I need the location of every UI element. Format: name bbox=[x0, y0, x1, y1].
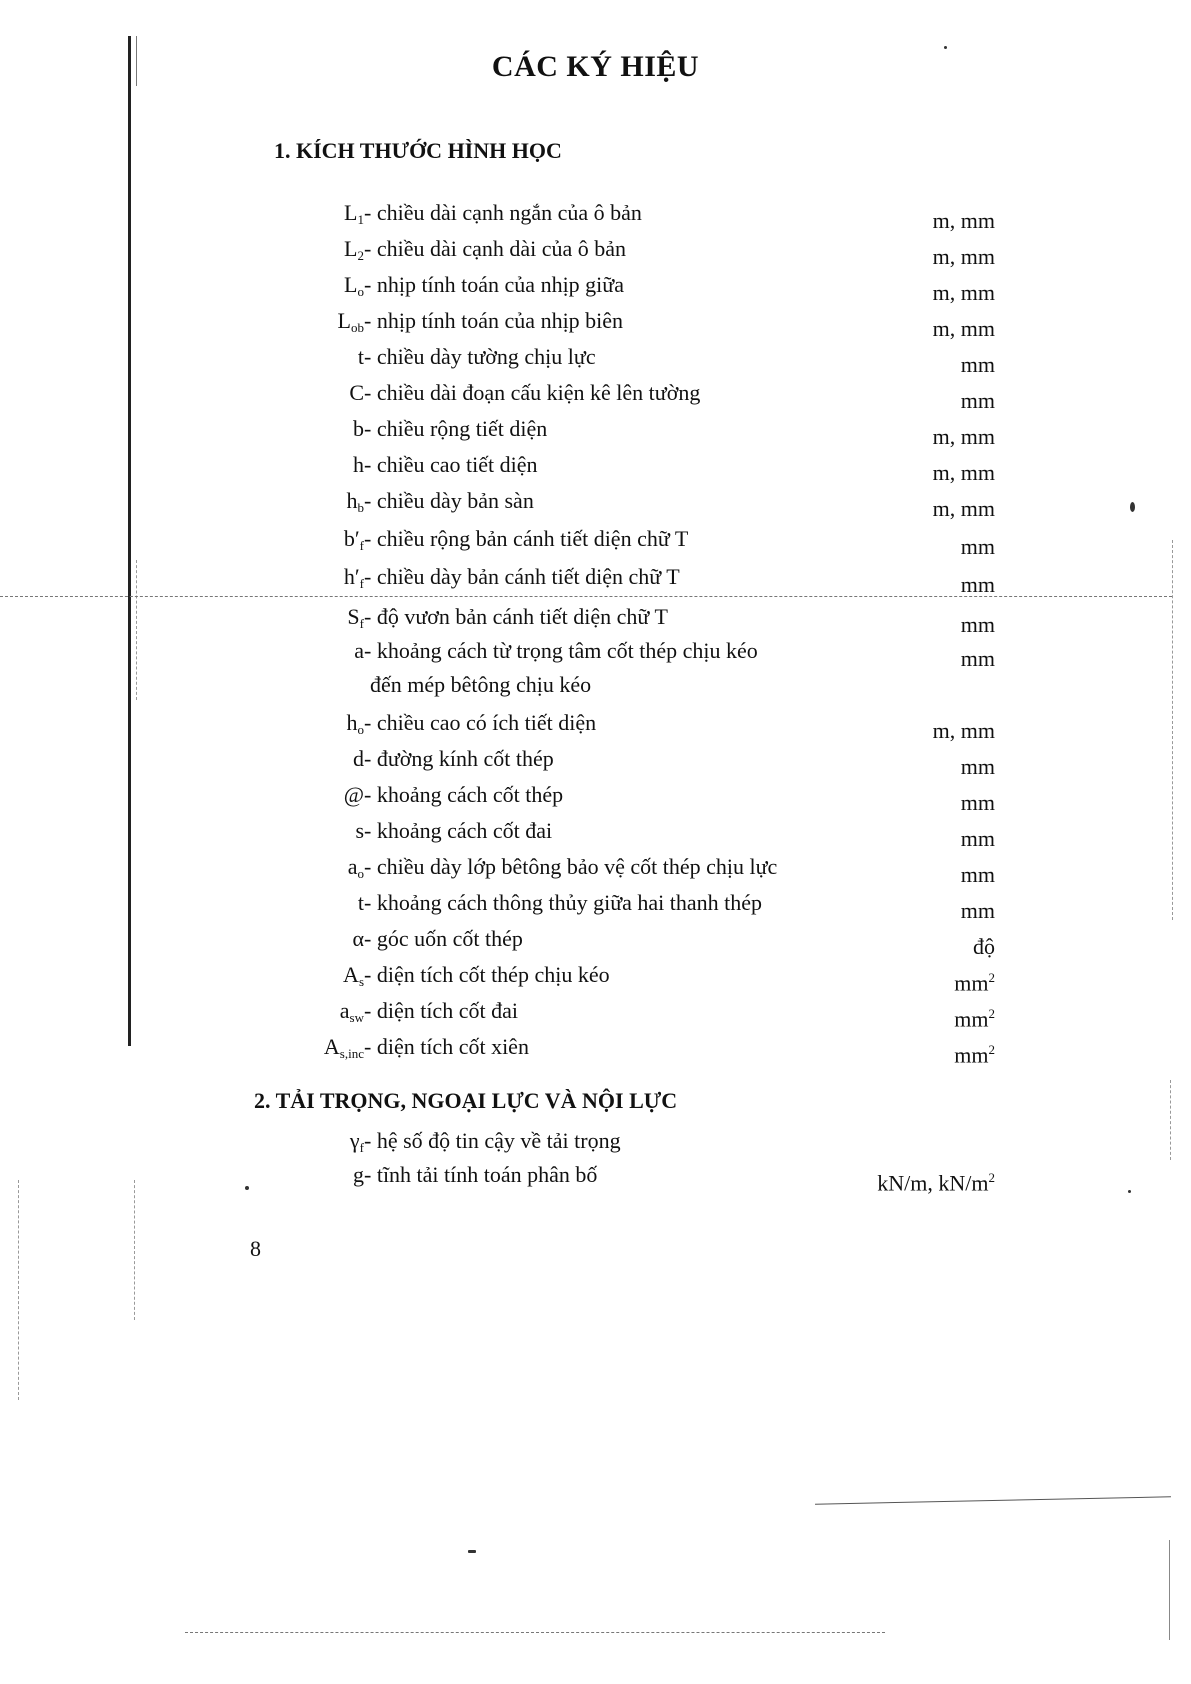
list-item bbox=[0, 746, 1191, 779]
description-text: chiều cao có ích tiết diện bbox=[376, 710, 597, 735]
separator: - bbox=[364, 854, 372, 879]
symbol bbox=[355, 818, 364, 844]
symbol bbox=[340, 998, 364, 1026]
separator: - bbox=[364, 638, 372, 663]
unit bbox=[933, 460, 995, 486]
separator: - bbox=[364, 1162, 372, 1187]
list-item bbox=[0, 710, 1191, 743]
list-item bbox=[0, 564, 1191, 597]
description bbox=[364, 488, 534, 514]
description-text: nhịp tính toán của nhịp biên bbox=[376, 308, 624, 333]
description-text: khoảng cách thông thủy giữa hai thanh thép bbox=[376, 890, 763, 915]
symbol-letter: h bbox=[353, 452, 364, 477]
description-text: đường kính cốt thép bbox=[376, 746, 554, 771]
symbol-letter: b′ bbox=[343, 526, 360, 551]
unit bbox=[961, 826, 995, 852]
scan-edge-mark bbox=[134, 1180, 135, 1320]
separator: - bbox=[364, 272, 372, 297]
description-text: chiều rộng tiết diện bbox=[376, 416, 548, 441]
unit bbox=[961, 388, 995, 414]
unit bbox=[961, 898, 995, 924]
separator: - bbox=[364, 236, 372, 261]
separator: - bbox=[364, 564, 372, 589]
symbol-subscript: 1 bbox=[357, 212, 364, 227]
separator: - bbox=[364, 344, 372, 369]
description bbox=[364, 1162, 597, 1188]
description-text: diện tích cốt đai bbox=[376, 998, 518, 1023]
separator: - bbox=[364, 416, 372, 441]
description bbox=[364, 526, 688, 552]
unit-text: mm bbox=[954, 1006, 989, 1032]
description bbox=[364, 998, 518, 1024]
symbol-subscript: f bbox=[359, 616, 364, 631]
symbol-subscript: 2 bbox=[357, 248, 364, 263]
unit-text: mm bbox=[954, 1042, 989, 1068]
list-item bbox=[0, 926, 1191, 959]
description bbox=[364, 452, 537, 478]
description-text: chiều dài cạnh ngắn của ô bản bbox=[376, 200, 642, 225]
list-item bbox=[0, 782, 1191, 815]
symbol-letter: γ bbox=[349, 1128, 360, 1153]
symbol bbox=[343, 962, 364, 990]
separator: - bbox=[364, 526, 372, 551]
description bbox=[364, 1034, 529, 1060]
description-text: chiều cao tiết diện bbox=[376, 452, 538, 477]
scan-speck bbox=[944, 46, 947, 49]
unit bbox=[954, 1042, 995, 1068]
description-text: khoảng cách cốt đai bbox=[376, 818, 553, 843]
description-text: diện tích cốt thép chịu kéo bbox=[376, 962, 610, 987]
unit-text: m, mm bbox=[932, 718, 995, 743]
unit bbox=[933, 208, 995, 234]
symbol-letter: α bbox=[352, 926, 364, 951]
unit-text: mm bbox=[960, 862, 995, 887]
description bbox=[364, 710, 596, 736]
description bbox=[364, 638, 758, 664]
symbol-subscript: o bbox=[357, 866, 364, 881]
unit-text: m, mm bbox=[932, 280, 995, 305]
unit-text: mm bbox=[954, 970, 989, 996]
unit-text: m, mm bbox=[932, 208, 995, 233]
list-item bbox=[0, 272, 1191, 305]
description-text: chiều dài đoạn cấu kiện kê lên tường bbox=[376, 380, 701, 405]
symbol-letter: L bbox=[344, 236, 358, 261]
list-item bbox=[0, 344, 1191, 377]
description bbox=[364, 854, 777, 880]
symbol-subscript: ob bbox=[351, 320, 364, 335]
symbol bbox=[344, 782, 364, 808]
symbol-letter: b bbox=[353, 416, 364, 441]
unit-text: mm bbox=[960, 534, 995, 559]
unit bbox=[961, 754, 995, 780]
separator: - bbox=[364, 308, 372, 333]
symbol bbox=[350, 1128, 364, 1156]
unit bbox=[961, 352, 995, 378]
unit-text: mm bbox=[960, 754, 995, 779]
symbol-letter: h bbox=[346, 488, 358, 513]
unit bbox=[961, 572, 995, 598]
unit bbox=[933, 496, 995, 522]
unit bbox=[961, 534, 995, 560]
list-item bbox=[0, 526, 1191, 559]
symbol bbox=[344, 526, 364, 554]
separator: - bbox=[364, 710, 372, 735]
description-text: khoảng cách từ trọng tâm cốt thép chịu kéo bbox=[376, 638, 758, 663]
separator: - bbox=[364, 818, 372, 843]
unit-superscript: 2 bbox=[988, 970, 995, 985]
list-item bbox=[0, 818, 1191, 851]
description-text: diện tích cốt xiên bbox=[376, 1034, 529, 1059]
list-item bbox=[0, 638, 1191, 697]
description bbox=[364, 344, 596, 370]
unit-text: m, mm bbox=[932, 496, 995, 521]
description-text: tĩnh tải tính toán phân bố bbox=[376, 1162, 598, 1187]
symbol-subscript: f bbox=[359, 538, 364, 553]
list-item bbox=[0, 854, 1191, 887]
symbol-subscript: s,inc bbox=[339, 1046, 364, 1061]
symbol-subscript: f bbox=[359, 1140, 364, 1155]
description bbox=[364, 926, 523, 952]
unit-text: kN/m, kN/m bbox=[877, 1170, 989, 1196]
unit bbox=[961, 862, 995, 888]
description bbox=[364, 782, 563, 808]
symbol-letter: g bbox=[353, 1162, 364, 1187]
symbol-letter: a bbox=[339, 998, 350, 1023]
symbol bbox=[347, 488, 365, 516]
separator: - bbox=[364, 890, 372, 915]
description-text: hệ số độ tin cậy về tải trọng bbox=[376, 1128, 621, 1153]
separator: - bbox=[364, 488, 372, 513]
symbol-letter: @ bbox=[343, 782, 364, 807]
separator: - bbox=[364, 380, 372, 405]
list-item bbox=[0, 604, 1191, 637]
symbol bbox=[348, 854, 364, 882]
list-item bbox=[0, 236, 1191, 269]
section-heading: 2. TẢI TRỌNG, NGOẠI LỰC VÀ NỘI LỰC bbox=[254, 1088, 678, 1113]
description bbox=[364, 308, 623, 334]
description bbox=[364, 380, 700, 406]
description-text: chiều dài cạnh dài của ô bản bbox=[376, 236, 627, 261]
symbol-letter: L bbox=[344, 200, 358, 225]
description-text: nhịp tính toán của nhịp giữa bbox=[376, 272, 624, 297]
separator: - bbox=[364, 200, 372, 225]
unit bbox=[933, 316, 995, 342]
scan-speck bbox=[468, 1550, 476, 1553]
unit-text: mm bbox=[960, 790, 995, 815]
separator: - bbox=[364, 1034, 372, 1059]
symbol-letter: s bbox=[355, 818, 364, 843]
separator: - bbox=[364, 998, 372, 1023]
symbol-letter: a bbox=[347, 854, 358, 879]
symbol bbox=[344, 272, 364, 300]
list-item bbox=[0, 200, 1191, 233]
symbol bbox=[349, 380, 364, 406]
symbol bbox=[353, 746, 364, 772]
symbol-letter: t bbox=[357, 344, 364, 369]
unit bbox=[961, 790, 995, 816]
list-item bbox=[0, 380, 1191, 413]
symbol-subscript: sw bbox=[349, 1010, 364, 1025]
unit-text: m, mm bbox=[932, 460, 995, 485]
description-text: chiều dày tường chịu lực bbox=[376, 344, 596, 369]
unit bbox=[954, 1006, 995, 1032]
symbol-subscript: o bbox=[357, 722, 364, 737]
unit bbox=[877, 1170, 995, 1196]
description-text: khoảng cách cốt thép bbox=[376, 782, 564, 807]
description bbox=[364, 272, 624, 298]
symbol bbox=[347, 604, 364, 632]
list-item bbox=[0, 962, 1191, 996]
list-item bbox=[0, 308, 1191, 341]
description bbox=[364, 746, 554, 772]
unit-superscript: 2 bbox=[988, 1042, 995, 1057]
symbol-subscript: o bbox=[357, 284, 364, 299]
symbol-letter: A bbox=[343, 962, 359, 987]
section-heading: 1. KÍCH THƯỚC HÌNH HỌC bbox=[274, 138, 562, 163]
symbol-letter: h′ bbox=[343, 564, 360, 589]
symbol-subscript: f bbox=[359, 576, 364, 591]
separator: - bbox=[364, 962, 372, 987]
separator: - bbox=[364, 1128, 372, 1153]
symbol-letter: L bbox=[337, 308, 351, 333]
scan-fold-line bbox=[185, 1632, 885, 1633]
unit bbox=[961, 646, 995, 672]
description-text: góc uốn cốt thép bbox=[376, 926, 523, 951]
list-item bbox=[0, 452, 1191, 485]
unit-text: độ bbox=[973, 934, 995, 959]
unit-text: mm bbox=[960, 612, 995, 637]
description bbox=[364, 818, 552, 844]
symbol-letter: C bbox=[349, 380, 364, 405]
unit bbox=[973, 934, 995, 960]
symbol-letter: t bbox=[357, 890, 364, 915]
list-item bbox=[0, 416, 1191, 449]
symbol-letter: a bbox=[354, 638, 364, 663]
symbol-letter: L bbox=[344, 272, 358, 297]
page-title: CÁC KÝ HIỆU bbox=[491, 50, 700, 83]
description bbox=[364, 564, 680, 590]
symbol bbox=[344, 200, 364, 228]
symbol-subscript: s bbox=[358, 974, 364, 989]
description bbox=[364, 962, 610, 988]
unit-text: mm bbox=[960, 898, 995, 923]
list-item bbox=[0, 998, 1191, 1032]
unit-text: mm bbox=[960, 826, 995, 851]
symbol bbox=[354, 638, 364, 664]
description-text: chiều dày bản cánh tiết diện chữ T bbox=[376, 564, 680, 589]
scan-edge-mark bbox=[1169, 1540, 1170, 1640]
separator: - bbox=[364, 604, 372, 629]
description-text: chiều dày bản sàn bbox=[376, 488, 534, 513]
symbol bbox=[324, 1034, 364, 1062]
page-number: 8 bbox=[250, 1236, 261, 1261]
unit bbox=[933, 424, 995, 450]
scan-fold-line bbox=[0, 596, 1172, 597]
description-text: chiều dày lớp bêtông bảo vệ cốt thép chịu lực bbox=[376, 854, 778, 879]
list-item bbox=[0, 1128, 1191, 1158]
unit bbox=[954, 970, 995, 996]
symbol bbox=[353, 452, 364, 478]
description bbox=[364, 236, 626, 262]
list-item bbox=[0, 1034, 1191, 1068]
symbol bbox=[353, 1162, 364, 1188]
description bbox=[364, 604, 668, 630]
unit-text: mm bbox=[960, 352, 995, 377]
unit-text: mm bbox=[960, 646, 995, 671]
symbol bbox=[338, 308, 364, 336]
unit bbox=[933, 244, 995, 270]
separator: - bbox=[364, 746, 372, 771]
unit bbox=[933, 718, 995, 744]
unit-text: m, mm bbox=[932, 424, 995, 449]
description bbox=[364, 1128, 621, 1154]
symbol bbox=[347, 710, 365, 738]
unit bbox=[961, 612, 995, 638]
scan-edge-mark bbox=[18, 1180, 19, 1400]
list-item bbox=[0, 890, 1191, 923]
symbol-letter: h bbox=[346, 710, 358, 735]
unit-superscript: 2 bbox=[988, 1006, 995, 1021]
symbol-subscript: b bbox=[357, 500, 364, 515]
unit-text: m, mm bbox=[932, 316, 995, 341]
description-text: độ vươn bản cánh tiết diện chữ T bbox=[376, 604, 668, 629]
symbol bbox=[353, 416, 364, 442]
description bbox=[364, 200, 642, 226]
scan-fold-line bbox=[815, 1496, 1171, 1504]
unit-superscript: 2 bbox=[988, 1170, 995, 1185]
description-text: chiều rộng bản cánh tiết diện chữ T bbox=[376, 526, 689, 551]
list-item bbox=[0, 488, 1191, 521]
symbol-letter: S bbox=[347, 604, 360, 629]
separator: - bbox=[364, 452, 372, 477]
separator: - bbox=[364, 782, 372, 807]
symbol-letter: d bbox=[353, 746, 364, 771]
description-continuation: đến mép bêtông chịu kéo bbox=[370, 672, 592, 697]
unit-text: m, mm bbox=[932, 244, 995, 269]
description bbox=[364, 890, 762, 916]
unit bbox=[933, 280, 995, 306]
symbol-letter: A bbox=[323, 1034, 340, 1059]
description bbox=[364, 416, 547, 442]
symbol bbox=[352, 926, 364, 952]
symbol bbox=[344, 564, 364, 592]
unit-text: mm bbox=[960, 388, 995, 413]
list-item bbox=[0, 1162, 1191, 1196]
symbol bbox=[344, 236, 364, 264]
separator: - bbox=[364, 926, 372, 951]
unit-text: mm bbox=[960, 572, 995, 597]
